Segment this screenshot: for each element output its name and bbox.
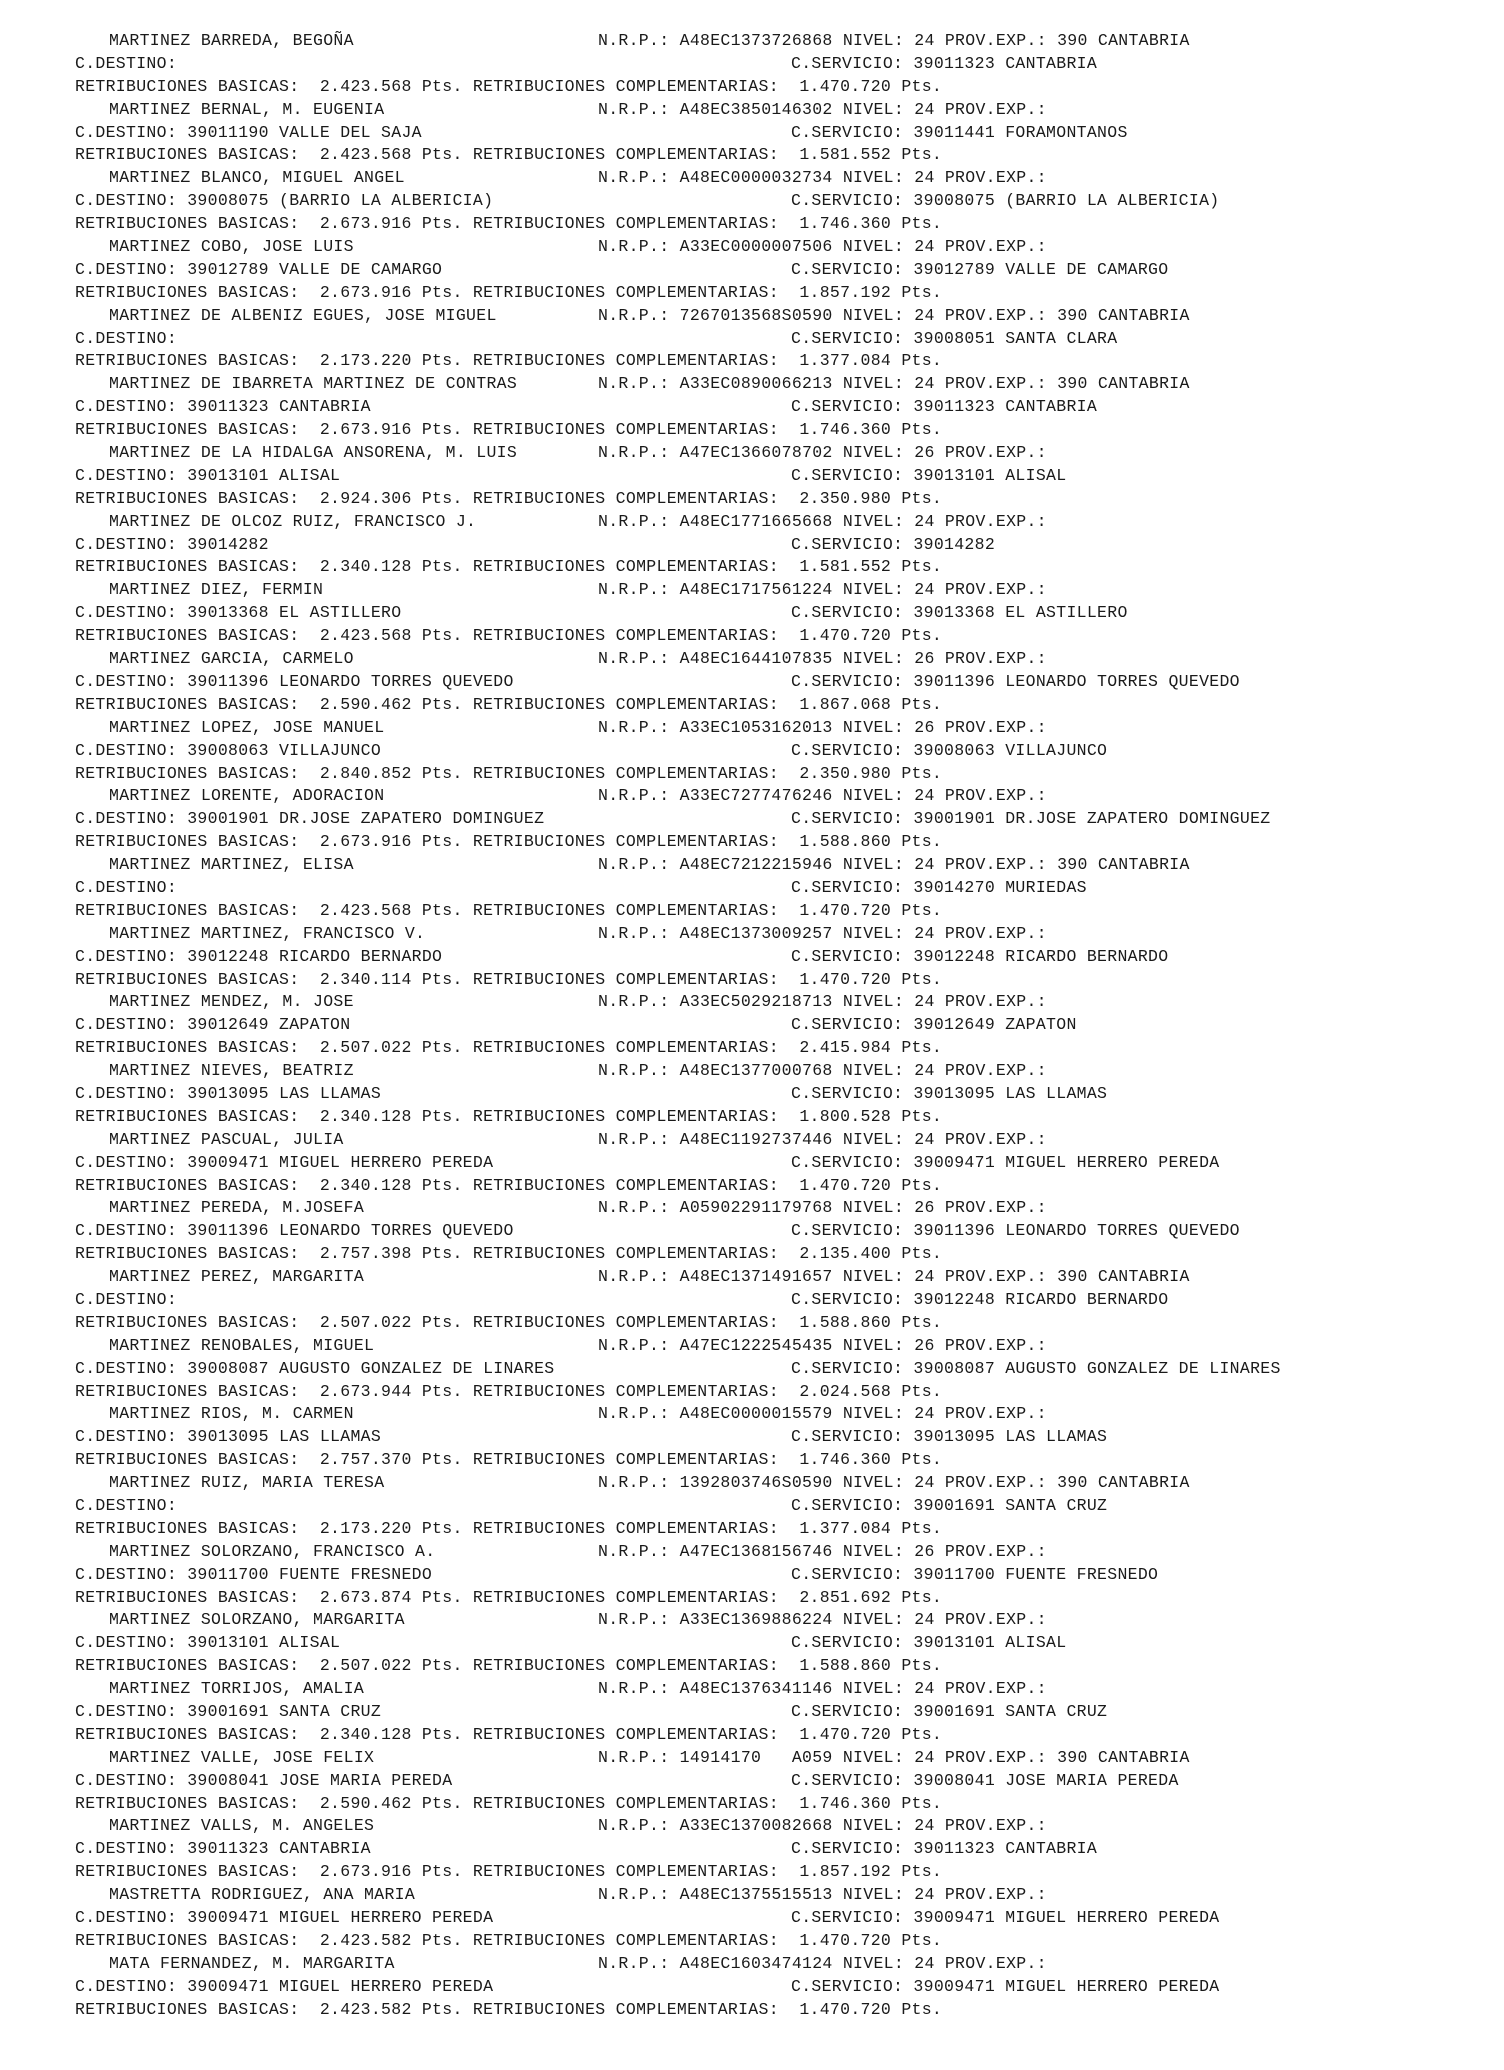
record-destination-line <box>75 534 1495 557</box>
employee-name: MARTINEZ DE OLCOZ RUIZ, FRANCISCO J. <box>109 511 477 531</box>
record-salary-line <box>75 213 1495 236</box>
record <box>75 373 1495 442</box>
retribuciones: RETRIBUCIONES BASICAS: 2.673.916 Pts. RETRIBUCIONES COMPLEMENTARIAS: 1.857.192 Pts. <box>75 1862 943 1882</box>
centro-servicio: C.SERVICIO: 39008075 (BARRIO LA ALBERICIA) <box>791 191 1220 211</box>
employee-name: MASTRETTA RODRIGUEZ, ANA MARIA <box>109 1885 416 1905</box>
centro-servicio: C.SERVICIO: 39011323 CANTABRIA <box>791 1839 1098 1859</box>
nrp-info: N.R.P.: A33EC1370082668 NIVEL: 24 PROV.EXP.: <box>598 1816 1047 1836</box>
record-salary-line <box>75 419 1495 442</box>
record-header-line <box>75 1403 1495 1426</box>
centro-destino: C.DESTINO: 39011190 VALLE DEL SAJA <box>75 122 422 142</box>
record <box>75 991 1495 1060</box>
record-destination-line <box>75 602 1495 625</box>
record-header-line <box>75 717 1495 740</box>
record-salary-line <box>75 144 1495 167</box>
record-salary-line <box>75 1175 1495 1198</box>
record <box>75 30 1495 99</box>
retribuciones: RETRIBUCIONES BASICAS: 2.340.128 Pts. RETRIBUCIONES COMPLEMENTARIAS: 1.470.720 Pts. <box>75 1175 943 1195</box>
record-destination-line <box>75 1014 1495 1037</box>
retribuciones: RETRIBUCIONES BASICAS: 2.590.462 Pts. RETRIBUCIONES COMPLEMENTARIAS: 1.867.068 Pts. <box>75 694 943 714</box>
centro-destino: C.DESTINO: 39009471 MIGUEL HERRERO PEREDA <box>75 1152 494 1172</box>
centro-servicio: C.SERVICIO: 39013101 ALISAL <box>791 1633 1067 1653</box>
centro-destino: C.DESTINO: 39008087 AUGUSTO GONZALEZ DE LINARES <box>75 1358 555 1378</box>
record-destination-line <box>75 259 1495 282</box>
nrp-info: N.R.P.: A05902291179768 NIVEL: 26 PROV.EXP.: <box>598 1198 1047 1218</box>
record-destination-line <box>75 740 1495 763</box>
centro-servicio: C.SERVICIO: 39013095 LAS LLAMAS <box>791 1083 1108 1103</box>
record-salary-line <box>75 1930 1495 1953</box>
record-header-line <box>75 1060 1495 1083</box>
employee-name: MARTINEZ PASCUAL, JULIA <box>109 1129 344 1149</box>
record-salary-line <box>75 1106 1495 1129</box>
employee-name: MARTINEZ SOLORZANO, MARGARITA <box>109 1610 405 1630</box>
record-header-line <box>75 648 1495 671</box>
centro-servicio: C.SERVICIO: 39013095 LAS LLAMAS <box>791 1427 1108 1447</box>
centro-servicio: C.SERVICIO: 39011396 LEONARDO TORRES QUEVEDO <box>791 1221 1240 1241</box>
retribuciones: RETRIBUCIONES BASICAS: 2.507.022 Pts. RETRIBUCIONES COMPLEMENTARIAS: 2.415.984 Pts. <box>75 1038 943 1058</box>
centro-destino: C.DESTINO: 39009471 MIGUEL HERRERO PEREDA <box>75 1908 494 1928</box>
record-salary-line <box>75 900 1495 923</box>
record <box>75 648 1495 717</box>
centro-servicio: C.SERVICIO: 39012789 VALLE DE CAMARGO <box>791 259 1169 279</box>
centro-servicio: C.SERVICIO: 39011700 FUENTE FRESNEDO <box>791 1564 1159 1584</box>
nrp-info: N.R.P.: A48EC1373726868 NIVEL: 24 PROV.EXP.: 390 CANTABRIA <box>598 31 1190 50</box>
record <box>75 236 1495 305</box>
centro-servicio: C.SERVICIO: 39013368 EL ASTILLERO <box>791 603 1128 623</box>
centro-servicio: C.SERVICIO: 39012248 RICARDO BERNARDO <box>791 1289 1169 1309</box>
retribuciones: RETRIBUCIONES BASICAS: 2.673.916 Pts. RETRIBUCIONES COMPLEMENTARIAS: 1.746.360 Pts. <box>75 214 943 234</box>
nrp-info: N.R.P.: A33EC1053162013 NIVEL: 26 PROV.EXP.: <box>598 717 1047 737</box>
record-list <box>75 30 1495 2021</box>
centro-servicio: C.SERVICIO: 39001901 DR.JOSE ZAPATERO DOMINGUEZ <box>791 809 1271 829</box>
record-salary-line <box>75 1381 1495 1404</box>
retribuciones: RETRIBUCIONES BASICAS: 2.340.128 Pts. RETRIBUCIONES COMPLEMENTARIAS: 1.470.720 Pts. <box>75 1724 943 1744</box>
retribuciones: RETRIBUCIONES BASICAS: 2.423.568 Pts. RETRIBUCIONES COMPLEMENTARIAS: 1.470.720 Pts. <box>75 76 943 96</box>
retribuciones: RETRIBUCIONES BASICAS: 2.340.128 Pts. RETRIBUCIONES COMPLEMENTARIAS: 1.581.552 Pts. <box>75 557 943 577</box>
nrp-info: N.R.P.: A48EC1376341146 NIVEL: 24 PROV.EXP.: <box>598 1679 1047 1699</box>
centro-destino: C.DESTINO: 39012649 ZAPATON <box>75 1015 351 1035</box>
record-salary-line <box>75 488 1495 511</box>
record <box>75 1541 1495 1610</box>
nrp-info: N.R.P.: A48EC1375515513 NIVEL: 24 PROV.EXP.: <box>598 1885 1047 1905</box>
centro-servicio: C.SERVICIO: 39012248 RICARDO BERNARDO <box>791 946 1169 966</box>
record <box>75 1197 1495 1266</box>
record-salary-line <box>75 1861 1495 1884</box>
retribuciones: RETRIBUCIONES BASICAS: 2.173.220 Pts. RETRIBUCIONES COMPLEMENTARIAS: 1.377.084 Pts. <box>75 1518 943 1538</box>
record-destination-line <box>75 53 1495 76</box>
centro-destino: C.DESTINO: <box>75 328 178 348</box>
centro-destino: C.DESTINO: 39013095 LAS LLAMAS <box>75 1083 382 1103</box>
centro-servicio: C.SERVICIO: 39011441 FORAMONTANOS <box>791 122 1128 142</box>
record-destination-line <box>75 1220 1495 1243</box>
record-header-line <box>75 442 1495 465</box>
employee-name: MARTINEZ PEREDA, M.JOSEFA <box>109 1198 365 1218</box>
record-destination-line <box>75 1976 1495 1999</box>
record-salary-line <box>75 556 1495 579</box>
record-header-line <box>75 1609 1495 1632</box>
record <box>75 579 1495 648</box>
record-header-line <box>75 30 1495 53</box>
record-header-line <box>75 1953 1495 1976</box>
centro-servicio: C.SERVICIO: 39012649 ZAPATON <box>791 1015 1077 1035</box>
record-salary-line <box>75 76 1495 99</box>
retribuciones: RETRIBUCIONES BASICAS: 2.673.916 Pts. RETRIBUCIONES COMPLEMENTARIAS: 1.857.192 Pts. <box>75 282 943 302</box>
record-header-line <box>75 1335 1495 1358</box>
record-destination-line <box>75 877 1495 900</box>
retribuciones: RETRIBUCIONES BASICAS: 2.757.398 Pts. RETRIBUCIONES COMPLEMENTARIAS: 2.135.400 Pts. <box>75 1244 943 1264</box>
record-salary-line <box>75 282 1495 305</box>
nrp-info: N.R.P.: A48EC7212215946 NIVEL: 24 PROV.EXP.: 390 CANTABRIA <box>598 855 1190 875</box>
centro-destino: C.DESTINO: 39011323 CANTABRIA <box>75 1839 371 1859</box>
centro-destino: C.DESTINO: 39013368 EL ASTILLERO <box>75 603 402 623</box>
record-salary-line <box>75 625 1495 648</box>
record <box>75 305 1495 374</box>
record-destination-line <box>75 1907 1495 1930</box>
retribuciones: RETRIBUCIONES BASICAS: 2.924.306 Pts. RETRIBUCIONES COMPLEMENTARIAS: 2.350.980 Pts. <box>75 488 943 508</box>
retribuciones: RETRIBUCIONES BASICAS: 2.423.582 Pts. RETRIBUCIONES COMPLEMENTARIAS: 1.470.720 Pts. <box>75 1999 943 2019</box>
record <box>75 1060 1495 1129</box>
nrp-info: N.R.P.: A48EC1717561224 NIVEL: 24 PROV.EXP.: <box>598 580 1047 600</box>
employee-name: MATA FERNANDEZ, M. MARGARITA <box>109 1953 395 1973</box>
record-destination-line <box>75 1358 1495 1381</box>
nrp-info: N.R.P.: A33EC0000007506 NIVEL: 24 PROV.EXP.: <box>598 237 1047 257</box>
nrp-info: N.R.P.: A48EC1371491657 NIVEL: 24 PROV.EXP.: 390 CANTABRIA <box>598 1267 1190 1287</box>
retribuciones: RETRIBUCIONES BASICAS: 2.673.874 Pts. RETRIBUCIONES COMPLEMENTARIAS: 2.851.692 Pts. <box>75 1587 943 1607</box>
centro-destino: C.DESTINO: 39008075 (BARRIO LA ALBERICIA) <box>75 191 494 211</box>
centro-destino: C.DESTINO: 39011700 FUENTE FRESNEDO <box>75 1564 433 1584</box>
record-header-line <box>75 1129 1495 1152</box>
nrp-info: N.R.P.: A48EC1771665668 NIVEL: 24 PROV.EXP.: <box>598 511 1047 531</box>
nrp-info: N.R.P.: A47EC1366078702 NIVEL: 26 PROV.EXP.: <box>598 443 1047 463</box>
retribuciones: RETRIBUCIONES BASICAS: 2.340.114 Pts. RETRIBUCIONES COMPLEMENTARIAS: 1.470.720 Pts. <box>75 969 943 989</box>
retribuciones: RETRIBUCIONES BASICAS: 2.507.022 Pts. RETRIBUCIONES COMPLEMENTARIAS: 1.588.860 Pts. <box>75 1312 943 1332</box>
record-header-line <box>75 1815 1495 1838</box>
record-header-line <box>75 1884 1495 1907</box>
record-header-line <box>75 579 1495 602</box>
centro-destino: C.DESTINO: 39013095 LAS LLAMAS <box>75 1427 382 1447</box>
retribuciones: RETRIBUCIONES BASICAS: 2.840.852 Pts. RETRIBUCIONES COMPLEMENTARIAS: 2.350.980 Pts. <box>75 763 943 783</box>
record-salary-line <box>75 1655 1495 1678</box>
record-destination-line <box>75 465 1495 488</box>
record <box>75 1266 1495 1335</box>
record-salary-line <box>75 694 1495 717</box>
nrp-info: N.R.P.: A48EC3850146302 NIVEL: 24 PROV.EXP.: <box>598 99 1047 119</box>
record-salary-line <box>75 1587 1495 1610</box>
retribuciones: RETRIBUCIONES BASICAS: 2.590.462 Pts. RETRIBUCIONES COMPLEMENTARIAS: 1.746.360 Pts. <box>75 1793 943 1813</box>
centro-destino: C.DESTINO: <box>75 1289 178 1309</box>
employee-name: MARTINEZ BLANCO, MIGUEL ANGEL <box>109 168 405 188</box>
record <box>75 1884 1495 1953</box>
record-salary-line <box>75 763 1495 786</box>
nrp-info: N.R.P.: A48EC1373009257 NIVEL: 24 PROV.EXP.: <box>598 923 1047 943</box>
record-destination-line <box>75 946 1495 969</box>
nrp-info: N.R.P.: A47EC1222545435 NIVEL: 26 PROV.EXP.: <box>598 1335 1047 1355</box>
record-salary-line <box>75 831 1495 854</box>
centro-destino: C.DESTINO: 39011323 CANTABRIA <box>75 397 371 417</box>
record-destination-line <box>75 396 1495 419</box>
record-header-line <box>75 511 1495 534</box>
record <box>75 785 1495 854</box>
retribuciones: RETRIBUCIONES BASICAS: 2.423.582 Pts. RETRIBUCIONES COMPLEMENTARIAS: 1.470.720 Pts. <box>75 1930 943 1950</box>
nrp-info: N.R.P.: A33EC5029218713 NIVEL: 24 PROV.EXP.: <box>598 992 1047 1012</box>
centro-destino: C.DESTINO: <box>75 53 178 73</box>
record <box>75 1953 1495 2022</box>
centro-destino: C.DESTINO: 39014282 <box>75 534 269 554</box>
record <box>75 1472 1495 1541</box>
employee-name: MARTINEZ RUIZ, MARIA TERESA <box>109 1473 385 1493</box>
centro-destino: C.DESTINO: 39001691 SANTA CRUZ <box>75 1702 382 1722</box>
centro-destino: C.DESTINO: <box>75 877 178 897</box>
centro-destino: C.DESTINO: 39012789 VALLE DE CAMARGO <box>75 259 443 279</box>
nrp-info: N.R.P.: A48EC1192737446 NIVEL: 24 PROV.EXP.: <box>598 1129 1047 1149</box>
centro-servicio: C.SERVICIO: 39011323 CANTABRIA <box>791 397 1098 417</box>
record-header-line <box>75 1266 1495 1289</box>
record-salary-line <box>75 1999 1495 2022</box>
record <box>75 717 1495 786</box>
employee-name: MARTINEZ DE IBARRETA MARTINEZ DE CONTRAS <box>109 374 518 394</box>
record-header-line <box>75 1747 1495 1770</box>
centro-destino: C.DESTINO: 39008041 JOSE MARIA PEREDA <box>75 1770 453 1790</box>
record-salary-line <box>75 1449 1495 1472</box>
record <box>75 1609 1495 1678</box>
centro-servicio: C.SERVICIO: 39009471 MIGUEL HERRERO PEREDA <box>791 1976 1220 1996</box>
centro-servicio: C.SERVICIO: 39008041 JOSE MARIA PEREDA <box>791 1770 1179 1790</box>
centro-servicio: C.SERVICIO: 39008051 SANTA CLARA <box>791 328 1118 348</box>
record-destination-line <box>75 1152 1495 1175</box>
employee-name: MARTINEZ PEREZ, MARGARITA <box>109 1267 365 1287</box>
retribuciones: RETRIBUCIONES BASICAS: 2.423.568 Pts. RETRIBUCIONES COMPLEMENTARIAS: 1.470.720 Pts. <box>75 900 943 920</box>
retribuciones: RETRIBUCIONES BASICAS: 2.507.022 Pts. RETRIBUCIONES COMPLEMENTARIAS: 1.588.860 Pts. <box>75 1656 943 1676</box>
retribuciones: RETRIBUCIONES BASICAS: 2.173.220 Pts. RETRIBUCIONES COMPLEMENTARIAS: 1.377.084 Pts. <box>75 351 943 371</box>
record-destination-line <box>75 1632 1495 1655</box>
nrp-info: N.R.P.: A48EC1644107835 NIVEL: 26 PROV.EXP.: <box>598 649 1047 669</box>
nrp-info: N.R.P.: 7267013568S0590 NIVEL: 24 PROV.EXP.: 390 CANTABRIA <box>598 305 1190 325</box>
retribuciones: RETRIBUCIONES BASICAS: 2.757.370 Pts. RETRIBUCIONES COMPLEMENTARIAS: 1.746.360 Pts. <box>75 1450 943 1470</box>
employee-name: MARTINEZ LOPEZ, JOSE MANUEL <box>109 717 385 737</box>
record <box>75 99 1495 168</box>
record <box>75 1815 1495 1884</box>
record-header-line <box>75 305 1495 328</box>
record-header-line <box>75 785 1495 808</box>
record-salary-line <box>75 1518 1495 1541</box>
record-header-line <box>75 236 1495 259</box>
employee-name: MARTINEZ BARREDA, BEGOÑA <box>109 31 354 50</box>
centro-servicio: C.SERVICIO: 39008087 AUGUSTO GONZALEZ DE LINARES <box>791 1358 1281 1378</box>
record-header-line <box>75 99 1495 122</box>
retribuciones: RETRIBUCIONES BASICAS: 2.673.916 Pts. RETRIBUCIONES COMPLEMENTARIAS: 1.746.360 Pts. <box>75 420 943 440</box>
record-header-line <box>75 991 1495 1014</box>
record-destination-line <box>75 1289 1495 1312</box>
employee-name: MARTINEZ COBO, JOSE LUIS <box>109 237 354 257</box>
record-header-line <box>75 1678 1495 1701</box>
centro-destino: C.DESTINO: 39001901 DR.JOSE ZAPATERO DOMINGUEZ <box>75 809 545 829</box>
record-destination-line <box>75 671 1495 694</box>
employee-name: MARTINEZ VALLE, JOSE FELIX <box>109 1747 375 1767</box>
centro-servicio: C.SERVICIO: 39011396 LEONARDO TORRES QUEVEDO <box>791 671 1240 691</box>
record <box>75 1129 1495 1198</box>
record-destination-line <box>75 1838 1495 1861</box>
record-header-line <box>75 923 1495 946</box>
centro-destino: C.DESTINO: 39013101 ALISAL <box>75 1633 341 1653</box>
record <box>75 1403 1495 1472</box>
centro-destino: C.DESTINO: 39012248 RICARDO BERNARDO <box>75 946 443 966</box>
employee-name: MARTINEZ RENOBALES, MIGUEL <box>109 1335 375 1355</box>
record-destination-line <box>75 328 1495 351</box>
record <box>75 1678 1495 1747</box>
record-destination-line <box>75 1495 1495 1518</box>
record-header-line <box>75 167 1495 190</box>
nrp-info: N.R.P.: A33EC1369886224 NIVEL: 24 PROV.EXP.: <box>598 1610 1047 1630</box>
record-header-line <box>75 373 1495 396</box>
retribuciones: RETRIBUCIONES BASICAS: 2.340.128 Pts. RETRIBUCIONES COMPLEMENTARIAS: 1.800.528 Pts. <box>75 1106 943 1126</box>
record-salary-line <box>75 350 1495 373</box>
nrp-info: N.R.P.: A48EC1377000768 NIVEL: 24 PROV.EXP.: <box>598 1061 1047 1081</box>
nrp-info: N.R.P.: A33EC0890066213 NIVEL: 24 PROV.EXP.: 390 CANTABRIA <box>598 374 1190 394</box>
employee-name: MARTINEZ RIOS, M. CARMEN <box>109 1404 354 1424</box>
centro-destino: C.DESTINO: 39009471 MIGUEL HERRERO PEREDA <box>75 1976 494 1996</box>
record <box>75 167 1495 236</box>
retribuciones: RETRIBUCIONES BASICAS: 2.423.568 Pts. RETRIBUCIONES COMPLEMENTARIAS: 1.581.552 Pts. <box>75 145 943 165</box>
centro-servicio: C.SERVICIO: 39009471 MIGUEL HERRERO PEREDA <box>791 1908 1220 1928</box>
nrp-info: N.R.P.: A47EC1368156746 NIVEL: 26 PROV.EXP.: <box>598 1541 1047 1561</box>
employee-name: MARTINEZ DIEZ, FERMIN <box>109 580 324 600</box>
record-destination-line <box>75 1083 1495 1106</box>
record-salary-line <box>75 1312 1495 1335</box>
centro-destino: C.DESTINO: 39011396 LEONARDO TORRES QUEVEDO <box>75 1221 514 1241</box>
record-header-line <box>75 1197 1495 1220</box>
record-destination-line <box>75 1426 1495 1449</box>
employee-name: MARTINEZ MARTINEZ, ELISA <box>109 855 354 875</box>
employee-name: MARTINEZ DE LA HIDALGA ANSORENA, M. LUIS <box>109 443 518 463</box>
retribuciones: RETRIBUCIONES BASICAS: 2.673.916 Pts. RETRIBUCIONES COMPLEMENTARIAS: 1.588.860 Pts. <box>75 832 943 852</box>
employee-name: MARTINEZ LORENTE, ADORACION <box>109 786 385 806</box>
record-salary-line <box>75 969 1495 992</box>
centro-servicio: C.SERVICIO: 39009471 MIGUEL HERRERO PEREDA <box>791 1152 1220 1172</box>
record <box>75 1747 1495 1816</box>
record-salary-line <box>75 1243 1495 1266</box>
record-header-line <box>75 854 1495 877</box>
centro-servicio: C.SERVICIO: 39008063 VILLAJUNCO <box>791 740 1108 760</box>
record-header-line <box>75 1541 1495 1564</box>
nrp-info: N.R.P.: 14914170 A059 NIVEL: 24 PROV.EXP.: 390 CANTABRIA <box>598 1747 1190 1767</box>
employee-name: MARTINEZ VALLS, M. ANGELES <box>109 1816 375 1836</box>
retribuciones: RETRIBUCIONES BASICAS: 2.423.568 Pts. RETRIBUCIONES COMPLEMENTARIAS: 1.470.720 Pts. <box>75 626 943 646</box>
record-salary-line <box>75 1037 1495 1060</box>
retribuciones: RETRIBUCIONES BASICAS: 2.673.944 Pts. RETRIBUCIONES COMPLEMENTARIAS: 2.024.568 Pts. <box>75 1381 943 1401</box>
record-header-line <box>75 1472 1495 1495</box>
employee-name: MARTINEZ TORRIJOS, AMALIA <box>109 1679 365 1699</box>
employee-name: MARTINEZ NIEVES, BEATRIZ <box>109 1061 354 1081</box>
record-destination-line <box>75 808 1495 831</box>
record-destination-line <box>75 1770 1495 1793</box>
centro-servicio: C.SERVICIO: 39014282 <box>791 534 996 554</box>
employee-name: MARTINEZ BERNAL, M. EUGENIA <box>109 99 385 119</box>
nrp-info: N.R.P.: A33EC7277476246 NIVEL: 24 PROV.EXP.: <box>598 786 1047 806</box>
record-salary-line <box>75 1793 1495 1816</box>
record <box>75 854 1495 923</box>
centro-destino: C.DESTINO: 39013101 ALISAL <box>75 465 341 485</box>
employee-name: MARTINEZ MARTINEZ, FRANCISCO V. <box>109 923 426 943</box>
record-salary-line <box>75 1724 1495 1747</box>
centro-servicio: C.SERVICIO: 39001691 SANTA CRUZ <box>791 1496 1108 1515</box>
record <box>75 442 1495 511</box>
employee-name: MARTINEZ MENDEZ, M. JOSE <box>109 992 354 1012</box>
record-destination-line <box>75 122 1495 145</box>
record-destination-line <box>75 1564 1495 1587</box>
nrp-info: N.R.P.: 1392803746S0590 NIVEL: 24 PROV.EXP.: 390 CANTABRIA <box>598 1473 1190 1493</box>
nrp-info: N.R.P.: A48EC1603474124 NIVEL: 24 PROV.EXP.: <box>598 1953 1047 1973</box>
employee-name: MARTINEZ GARCIA, CARMELO <box>109 649 354 669</box>
centro-servicio: C.SERVICIO: 39001691 SANTA CRUZ <box>791 1702 1108 1722</box>
record <box>75 511 1495 580</box>
employee-name: MARTINEZ DE ALBENIZ EGUES, JOSE MIGUEL <box>109 305 497 325</box>
centro-destino: C.DESTINO: <box>75 1496 178 1515</box>
record <box>75 1335 1495 1404</box>
nrp-info: N.R.P.: A48EC0000032734 NIVEL: 24 PROV.EXP.: <box>598 168 1047 188</box>
centro-destino: C.DESTINO: 39011396 LEONARDO TORRES QUEVEDO <box>75 671 514 691</box>
record <box>75 923 1495 992</box>
nrp-info: N.R.P.: A48EC0000015579 NIVEL: 24 PROV.EXP.: <box>598 1404 1047 1424</box>
centro-servicio: C.SERVICIO: 39013101 ALISAL <box>791 465 1067 485</box>
centro-servicio: C.SERVICIO: 39011323 CANTABRIA <box>791 53 1098 73</box>
centro-destino: C.DESTINO: 39008063 VILLAJUNCO <box>75 740 382 760</box>
employee-name: MARTINEZ SOLORZANO, FRANCISCO A. <box>109 1541 436 1561</box>
centro-servicio: C.SERVICIO: 39014270 MURIEDAS <box>791 877 1087 897</box>
record-destination-line <box>75 1701 1495 1724</box>
record-destination-line <box>75 190 1495 213</box>
